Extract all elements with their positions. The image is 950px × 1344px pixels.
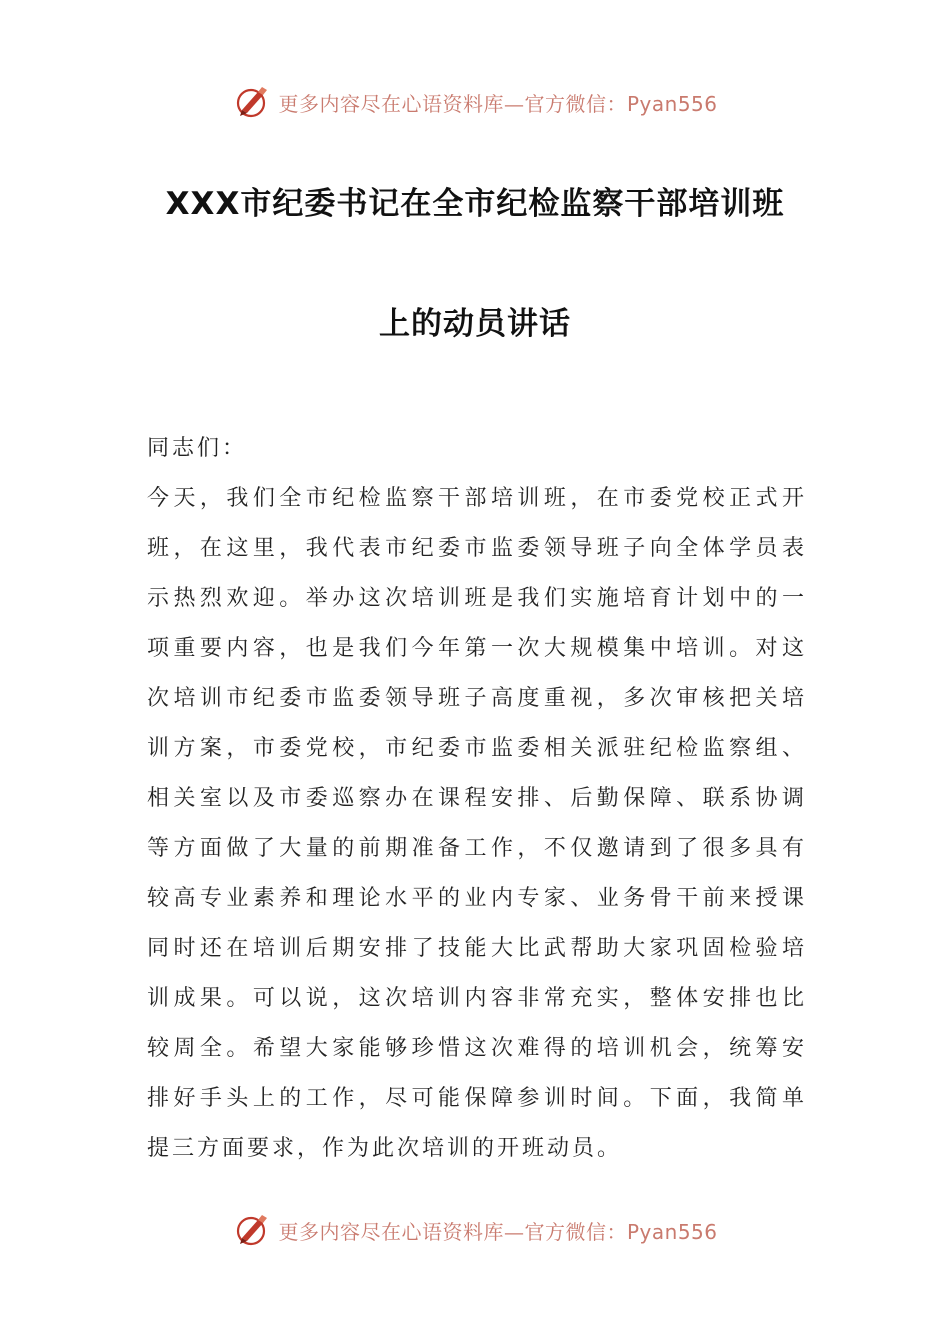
watermark-wechat-id: Pyan556: [626, 91, 718, 116]
body-line: 班，在这里，我代表市纪委市监委领导班子向全体学员表: [147, 536, 807, 561]
footer-watermark: [0, 1208, 950, 1252]
pen-nib-logo-icon: [232, 1210, 272, 1250]
body-line: 排好手头上的工作，尽可能保障参训时间。下面，我简单: [147, 1086, 807, 1111]
body-line: 较周全。希望大家能够珍惜这次难得的培训机会，统筹安: [147, 1036, 807, 1061]
watermark-wechat-id: Pyan556: [626, 1219, 718, 1244]
watermark-text: 更多内容尽在心语资料库—官方微信：Pyan556: [278, 91, 718, 116]
body-line: 提三方面要求，作为此次培训的开班动员。: [147, 1136, 623, 1161]
body-line: 示热烈欢迎。举办这次培训班是我们实施培育计划中的一: [147, 586, 807, 611]
body-paragraph: [147, 482, 807, 1182]
body-line: 次培训市纪委市监委领导班子高度重视，多次审核把关培: [147, 686, 807, 711]
body-line: 今天，我们全市纪检监察干部培训班，在市委党校正式开: [147, 486, 807, 511]
watermark-text: 更多内容尽在心语资料库—官方微信：Pyan556: [278, 1219, 718, 1244]
header-watermark: [0, 80, 950, 124]
body-line: 等方面做了大量的前期准备工作，不仅邀请到了很多具有: [147, 836, 807, 861]
body-line: 同时还在培训后期安排了技能大比武帮助大家巩固检验培: [147, 936, 807, 961]
pen-nib-logo-icon: [232, 82, 272, 122]
body-line: 较高专业素养和理论水平的业内专家、业务骨干前来授课: [147, 886, 807, 911]
document-title-line-2: 上的动员讲话: [379, 306, 571, 342]
body-line: 训方案，市委党校，市纪委市监委相关派驻纪检监察组、: [147, 736, 807, 761]
body-line: 相关室以及市委巡察办在课程安排、后勤保障、联系协调: [147, 786, 807, 811]
body-line: 项重要内容，也是我们今年第一次大规模集中培训。对这: [147, 636, 807, 661]
body-line: 训成果。可以说，这次培训内容非常充实，整体安排也比: [147, 986, 807, 1011]
greeting: 同志们：: [147, 436, 248, 461]
document-title-line-1: XXX市纪委书记在全市纪检监察干部培训班: [165, 186, 785, 222]
